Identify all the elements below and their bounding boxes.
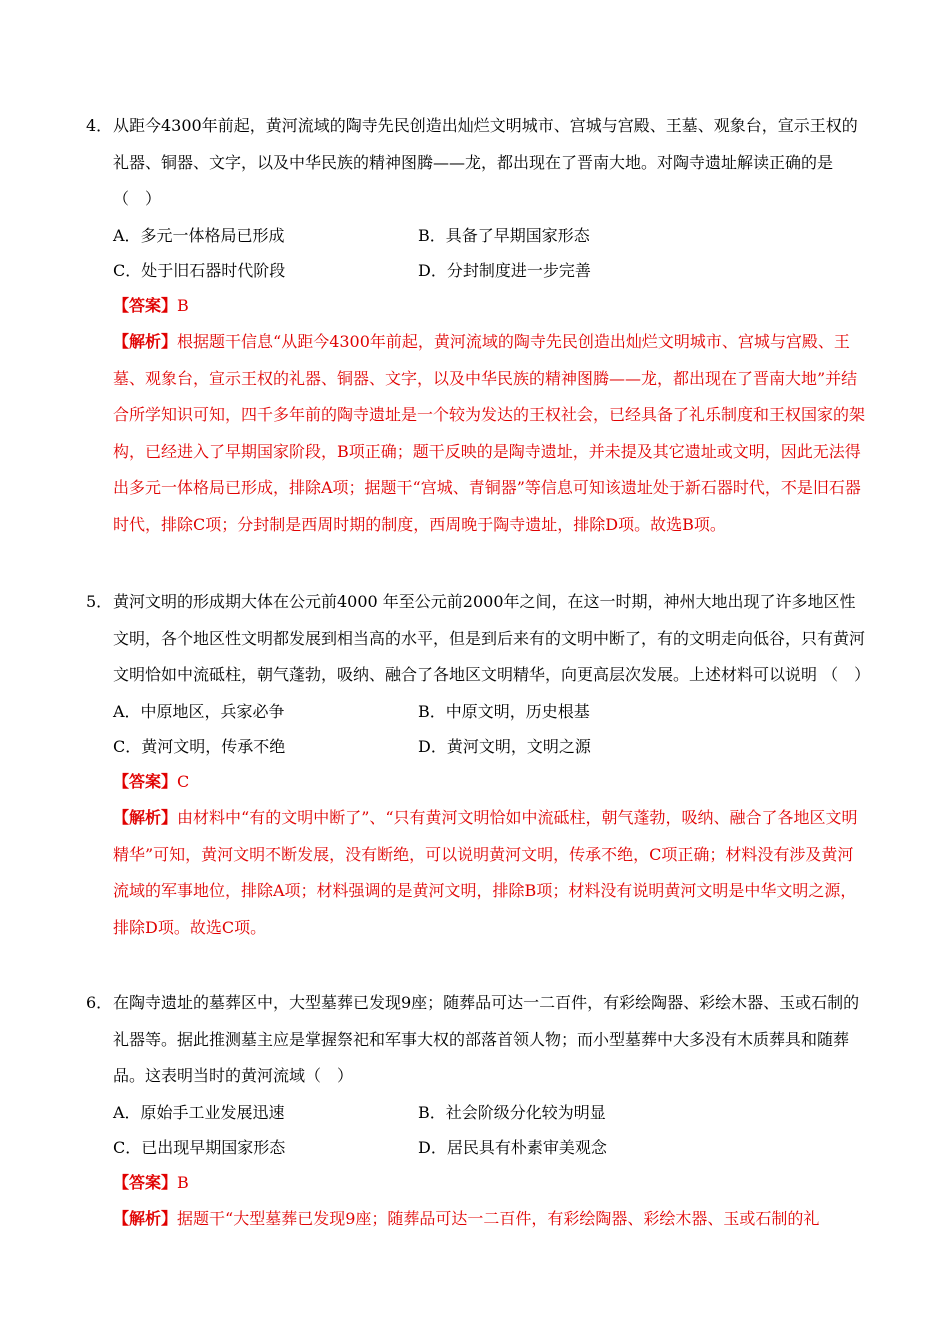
options-row (86, 253, 866, 288)
option-a: A．原始手工业发展迅速 (113, 1102, 285, 1122)
analysis-block (113, 1201, 866, 1238)
option-c: C．黄河文明，传承不绝 (113, 736, 286, 756)
question-4 (86, 108, 866, 543)
answer-label: 【答案】 (113, 1172, 178, 1192)
option-a: A．中原地区，兵家必争 (113, 701, 285, 721)
option-d: D．分封制度进一步完善 (418, 260, 591, 280)
answer-line (113, 288, 866, 325)
options-row (86, 694, 866, 729)
answer-line (113, 764, 866, 801)
analysis-text: 据题干“大型墓葬已发现9座；随葬品可达一二百件，有彩绘陶器、彩绘木器、玉或石制的礼 (177, 1209, 820, 1228)
answer-label: 【答案】 (113, 295, 178, 315)
question-6 (86, 985, 866, 1238)
answer-value: C (177, 771, 190, 791)
option-a: A．多元一体格局已形成 (113, 225, 285, 245)
question-number: 6． (86, 993, 113, 1012)
answer-value: B (177, 295, 189, 315)
answer-value: B (177, 1172, 189, 1192)
options-row (86, 218, 866, 253)
option-c: C．处于旧石器时代阶段 (113, 260, 286, 280)
question-stem: 在陶寺遗址的墓葬区中，大型墓葬已发现9座；随葬品可达一二百件，有彩绘陶器、彩绘木器、玉或石制的礼器等。据此推测墓主应是掌握祭祀和军事大权的部落首领人物；而小型墓葬中大多没有木质葬具和随葬品。这表明当时的黄河流域（ ） (113, 993, 860, 1085)
answer-label: 【答案】 (113, 771, 178, 791)
options-row (86, 1130, 866, 1165)
analysis-block (113, 324, 866, 543)
option-d: D．居民具有朴素审美观念 (418, 1137, 607, 1157)
question-stem: 从距今4300年前起，黄河流域的陶寺先民创造出灿烂文明城市、宫城与宫殿、王墓、观象台，宣示王权的礼器、铜器、文字，以及中华民族的精神图腾——龙，都出现在了晋南大地。对陶寺遗址解读正确的是（ ） (113, 116, 858, 208)
analysis-text: 由材料中“有的文明中断了”、“只有黄河文明恰如中流砥柱，朝气蓬勃，吸纳、融合了各地区文明精华”可知，黄河文明不断发展，没有断绝，可以说明黄河文明，传承不绝，C项正确；材料没有涉及黄河流域的军事地位，排除A项；材料强调的是黄河文明，排除B项；材料没有说明黄河文明是中华文明之源，排除D项。故选C项。 (113, 808, 858, 937)
option-d: D．黄河文明，文明之源 (418, 736, 591, 756)
question-5 (86, 584, 871, 946)
question-number: 5． (86, 592, 113, 611)
option-b: B．具备了早期国家形态 (418, 225, 590, 245)
analysis-label: 【解析】 (113, 808, 178, 827)
analysis-block (113, 800, 866, 946)
question-stem: 黄河文明的形成期大体在公元前4000 年至公元前2000年之间，在这一时期，神州大地出现了许多地区性文明，各个地区性文明都发展到相当高的水平，但是到后来有的文明中断了，有的文明走向低谷，只有黄河文明恰如中流砥柱，朝气蓬勃，吸纳、融合了各地区文明精华，向更高层次发展。上述材料可以说明 （ ） (113, 592, 871, 684)
analysis-label: 【解析】 (113, 1209, 178, 1228)
option-b: B．社会阶级分化较为明显 (418, 1102, 606, 1122)
options-row (86, 729, 866, 764)
question-number: 4． (86, 116, 113, 135)
option-c: C．已出现早期国家形态 (113, 1137, 286, 1157)
option-b: B．中原文明，历史根基 (418, 701, 590, 721)
answer-line (113, 1165, 866, 1202)
options-row (86, 1095, 866, 1130)
analysis-label: 【解析】 (113, 332, 178, 351)
analysis-text: 根据题干信息“从距今4300年前起，黄河流域的陶寺先民创造出灿烂文明城市、宫城与宫殿、王墓、观象台，宣示王权的礼器、铜器、文字，以及中华民族的精神图腾——龙，都出现在了晋南大地”并结合所学知识可知，四千多年前的陶寺遗址是一个较为发达的王权社会，已经具备了礼乐制度和王权国家的架构，已经进入了早期国家阶段，B项正确；题干反映的是陶寺遗址，并未提及其它遗址或文明，因此无法得出多元一体格局已形成，排除A项；据题干“宫城、青铜器”等信息可知该遗址处于新石器时代，不是旧石器时代，排除C项；分封制是西周时期的制度，西周晚于陶寺遗址，排除D项。故选B项。 (113, 332, 866, 534)
